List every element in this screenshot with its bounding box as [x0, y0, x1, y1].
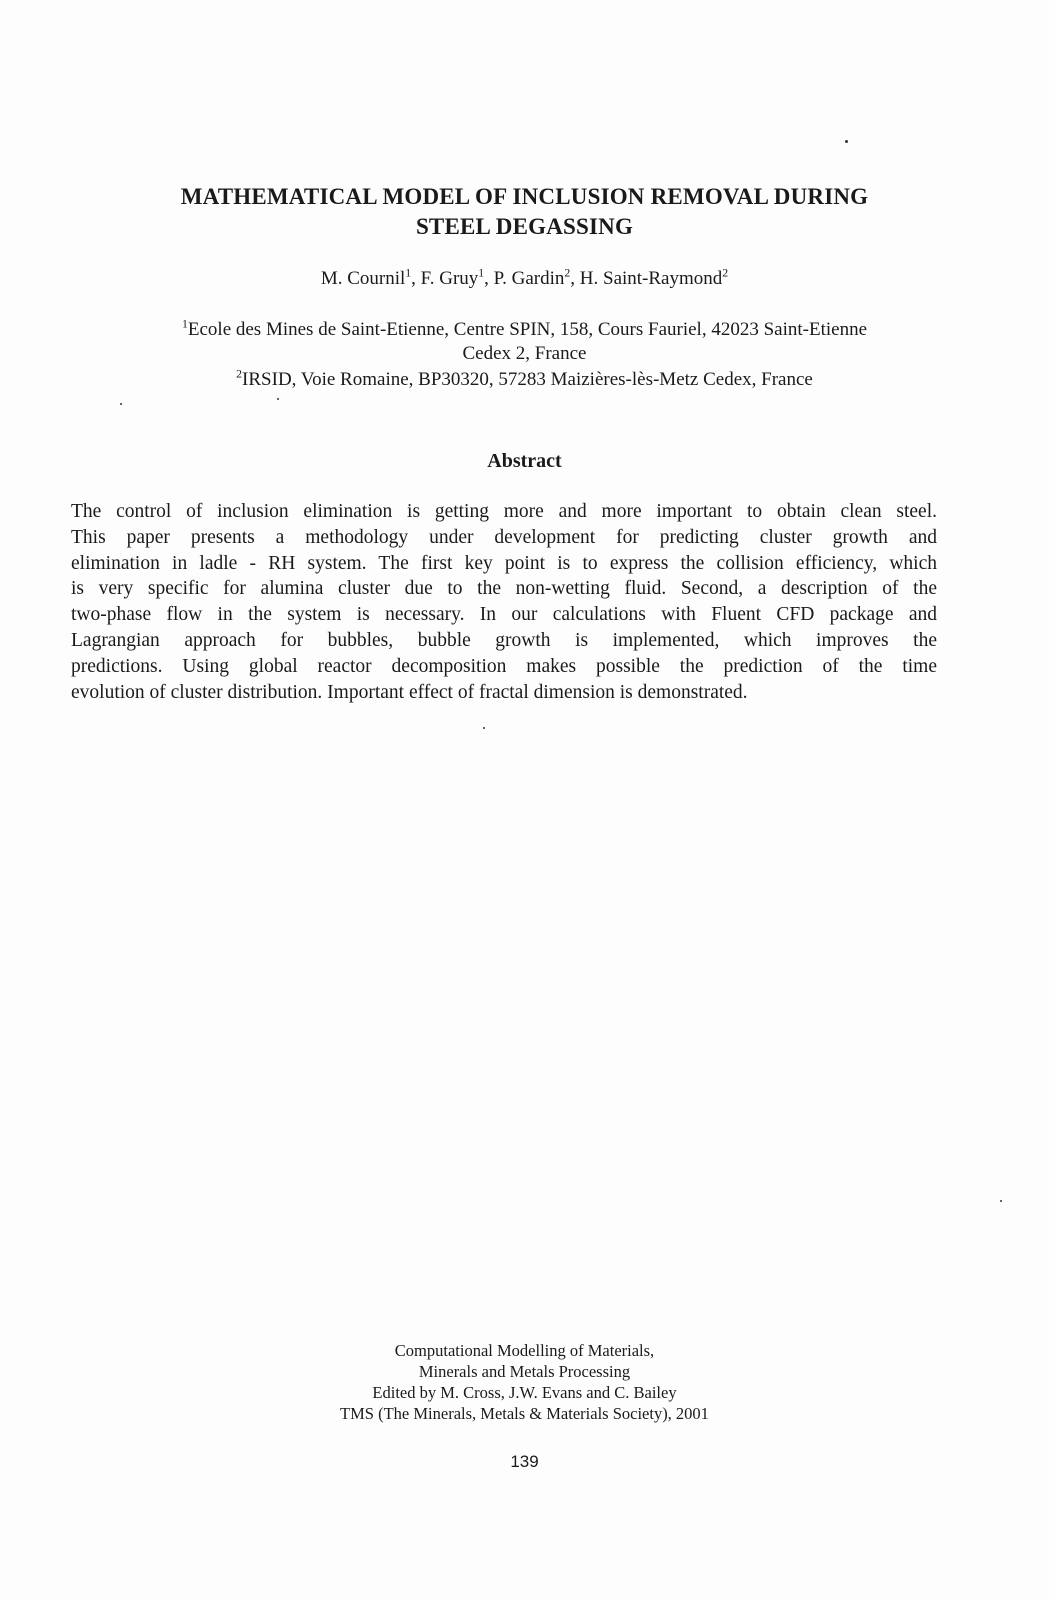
affiliation-2 — [40, 368, 1009, 392]
abstract-line: is very specific for alumina cluster due to the non-wetting fluid. Second, a description of the — [71, 578, 937, 600]
author-affiliation-mark: 2 — [564, 266, 571, 280]
affiliation-mark: 2 — [236, 367, 243, 381]
author-separator: , — [570, 268, 580, 289]
abstract-line: This paper presents a methodology under development for predicting cluster growth and — [71, 526, 937, 548]
publication-footer-line: Computational Modelling of Materials, — [394, 1341, 655, 1360]
author-affiliation-mark: 1 — [478, 266, 485, 280]
scan-speck — [277, 398, 279, 400]
affiliation-text: IRSID, Voie Romaine, BP30320, 57283 Maizières-lès-Metz Cedex, France — [242, 369, 813, 390]
affiliation-1-continued: Cedex 2, France — [462, 343, 587, 364]
abstract-body — [71, 499, 937, 705]
paper-title-line-2: STEEL DEGASSING — [415, 214, 634, 239]
paper-title-line-1: MATHEMATICAL MODEL OF INCLUSION REMOVAL DURING — [180, 184, 869, 209]
scan-speck — [1000, 1200, 1002, 1202]
abstract-line: Lagrangian approach for bubbles, bubble growth is implemented, which improves the — [71, 629, 937, 651]
author-list — [40, 267, 1009, 291]
publication-footer-line: TMS (The Minerals, Metals & Materials Society), 2001 — [340, 1404, 709, 1423]
author-affiliation-mark: 2 — [722, 266, 729, 280]
scan-speck — [845, 140, 848, 143]
affiliation-mark: 1 — [181, 317, 188, 331]
abstract-line: The control of inclusion elimination is getting more and more important to obtain clean steel. — [71, 501, 937, 522]
author-affiliation-mark: 1 — [405, 266, 412, 280]
author-separator: , — [484, 268, 494, 289]
abstract-line: evolution of cluster distribution. Important effect of fractal dimension is demonstrated. — [71, 681, 748, 703]
page-number: 139 — [510, 1452, 539, 1471]
scan-speck — [120, 403, 122, 405]
author-name: P. Gardin — [493, 268, 565, 289]
publication-footer-line: Edited by M. Cross, J.W. Evans and C. Bailey — [372, 1383, 677, 1402]
author-name: F. Gruy — [420, 268, 479, 289]
author-separator: , — [411, 268, 421, 289]
scan-speck — [483, 727, 485, 729]
abstract-heading: Abstract — [487, 450, 562, 472]
abstract-line: two-phase flow in the system is necessary. In our calculations with Fluent CFD package and — [71, 604, 937, 626]
publication-footer-line: Minerals and Metals Processing — [418, 1362, 631, 1381]
abstract-line: elimination in ladle - RH system. The first key point is to express the collision efficiency, which — [71, 552, 937, 574]
affiliation-1 — [40, 318, 1009, 342]
affiliation-text: Ecole des Mines de Saint-Etienne, Centre SPIN, 158, Cours Fauriel, 42023 Saint-Etienne — [187, 319, 868, 340]
author-name: H. Saint-Raymond — [579, 268, 723, 289]
abstract-line: predictions. Using global reactor decomposition makes possible the prediction of the time — [71, 655, 937, 677]
author-name: M. Cournil — [320, 268, 406, 289]
